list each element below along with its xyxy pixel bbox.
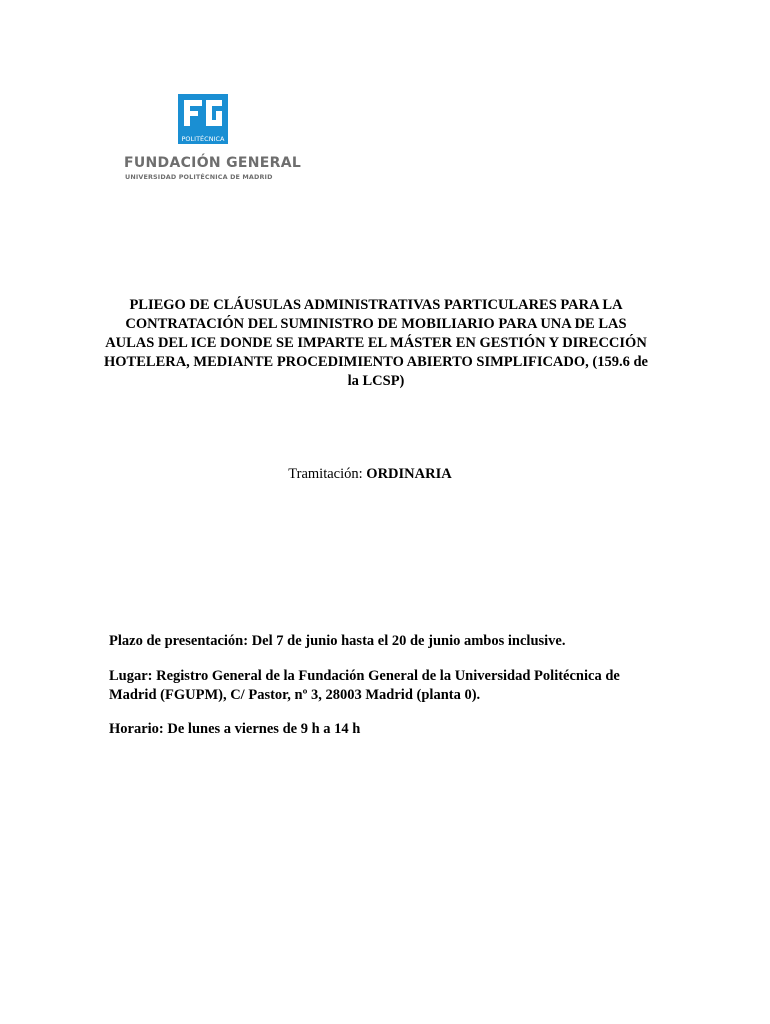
- document-title: PLIEGO DE CLÁUSULAS ADMINISTRATIVAS PARTICULARES PARA LA CONTRATACIÓN DEL SUMINISTRO DE MOBILIARIO PARA UNA DE LAS AULAS DEL ICE DONDE SE IMPARTE EL MÁSTER EN GESTIÓN Y DIRECCIÓN HOTELERA, MEDIANTE PROCEDIMIENTO ABIERTO SIMPLIFICADO, (159.6 de la LCSP): [104, 297, 648, 389]
- logo-name: FUNDACIÓN GENERAL: [124, 155, 302, 171]
- fgupm-logo: [124, 94, 302, 184]
- plazo-presentacion: Plazo de presentación: Del 7 de junio hasta el 20 de junio ambos inclusive.: [109, 633, 566, 649]
- logo-mark-text: POLITÉCNICA: [181, 135, 225, 143]
- tramitacion-value: ORDINARIA: [366, 466, 452, 482]
- horario-presentacion: Horario: De lunes a viernes de 9 h a 14 h: [109, 721, 361, 737]
- tramitacion-label: Tramitación:: [288, 466, 367, 482]
- fg-logo-mark-icon: [178, 94, 228, 144]
- tramitacion-line: [0, 465, 740, 484]
- logo-subtitle: UNIVERSIDAD POLITÉCNICA DE MADRID: [125, 173, 273, 181]
- lugar-presentacion: Lugar: Registro General de la Fundación General de la Universidad Politécnica de Madrid (FGUPM), C/ Pastor, nº 3, 28003 Madrid (planta 0).: [109, 668, 620, 703]
